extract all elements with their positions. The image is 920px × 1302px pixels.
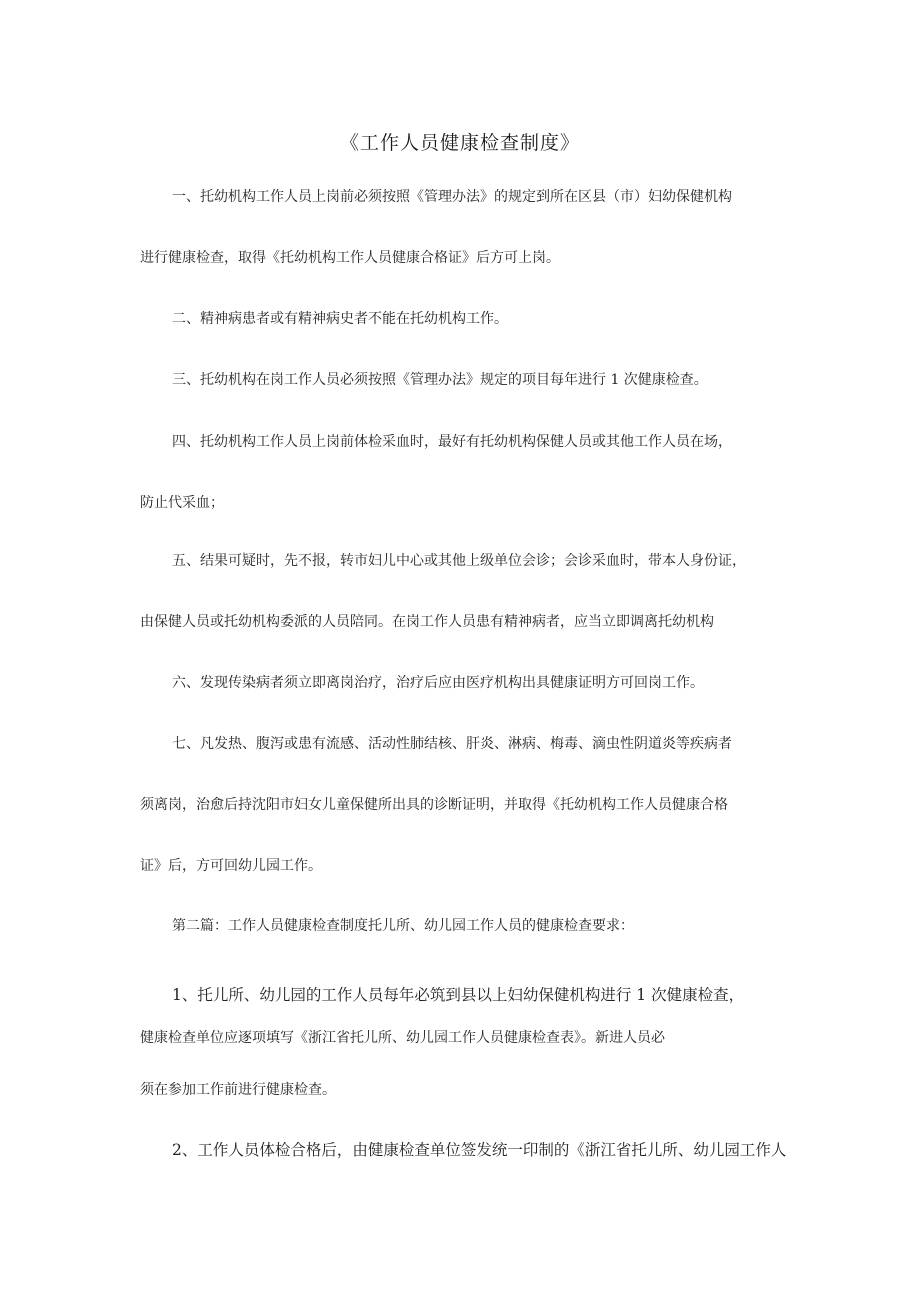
paragraph-line: 证》后，方可回幼儿园工作。 [140, 858, 322, 874]
paragraph-line: 进行健康检查，取得《托幼机构工作人员健康合格证》后方可上岗。 [140, 250, 560, 266]
paragraph-line: 健康检查单位应逐项填写《浙江省托儿所、幼儿园工作人员健康检查表》。新进人员必 [140, 1030, 665, 1046]
paragraph-line: 由保健人员或托幼机构委派的人员陪同。在岗工作人员患有精神病者，应当立即调离托幼机构 [140, 614, 714, 630]
paragraph-line: 七、凡发热、腹泻或患有流感、活动性肺结核、肝炎、淋病、梅毒、滴虫性阴道炎等疾病者 [172, 736, 732, 752]
paragraph-line: 五、结果可疑时，先不报，转市妇儿中心或其他上级单位会诊；会诊采血时，带本人身份证， [172, 553, 746, 569]
section-heading: 第二篇：工作人员健康检查制度托儿所、幼儿园工作人员的健康检查要求： [172, 918, 634, 934]
paragraph-line: 须在参加工作前进行健康检查。 [140, 1082, 336, 1098]
paragraph-line: 一、托幼机构工作人员上岗前必须按照《管理办法》的规定到所在区县（市）妇幼保健机构 [172, 189, 732, 205]
paragraph-line: 1、托儿所、幼儿园的工作人员每年必筑到县以上妇幼保健机构进行 1 次健康检查， [172, 986, 745, 1004]
paragraph-line: 2、工作人员体检合格后，由健康检查单位签发统一印制的《浙江省托儿所、幼儿园工作人 [172, 1141, 787, 1159]
paragraph-line: 四、托幼机构工作人员上岗前体检采血时，最好有托幼机构保健人员或其他工作人员在场， [172, 434, 732, 450]
paragraph-line: 须离岗，治愈后持沈阳市妇女儿童保健所出具的诊断证明，并取得《托幼机构工作人员健康合格 [140, 797, 728, 813]
paragraph-line: 防止代采血； [140, 495, 224, 511]
paragraph-line: 三、托幼机构在岗工作人员必须按照《管理办法》规定的项目每年进行 1 次健康检查。 [172, 372, 708, 388]
document-title: 《工作人员健康检查制度》 [339, 132, 580, 154]
paragraph-line: 二、精神病患者或有精神病史者不能在托幼机构工作。 [172, 311, 508, 327]
paragraph-line: 六、发现传染病者须立即离岗治疗，治疗后应由医疗机构出具健康证明方可回岗工作。 [172, 675, 704, 691]
